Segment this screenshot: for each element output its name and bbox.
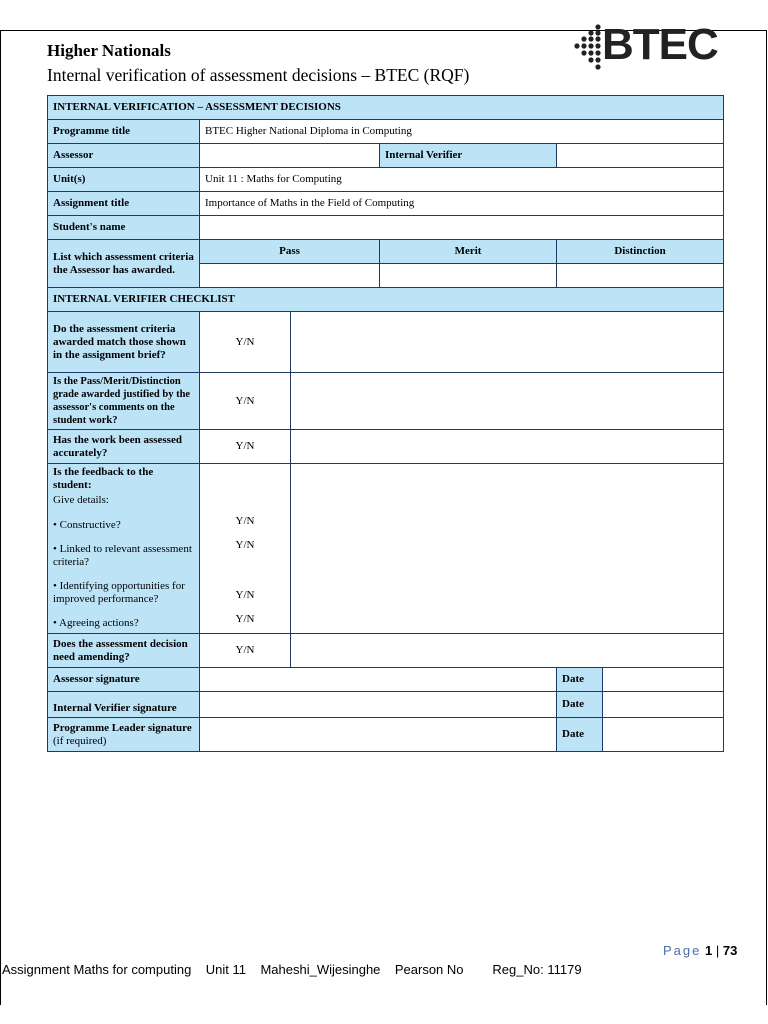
comment-decision-amending[interactable] — [291, 634, 724, 668]
page-current: 1 — [705, 943, 713, 958]
iv-signature-label: Internal Verifier signature — [48, 692, 200, 718]
yn-actions[interactable]: Y/N — [235, 613, 255, 625]
footer-pearson: Pearson No — [394, 962, 464, 977]
pl-signature-field[interactable] — [200, 718, 557, 752]
student-name-field[interactable] — [200, 216, 724, 240]
footer-unit: Unit 11 — [205, 962, 246, 977]
question-assessed-accurately: Has the work been assessed accurately? — [48, 430, 200, 464]
assessor-date-field[interactable] — [603, 668, 724, 692]
assessor-date-label: Date — [557, 668, 603, 692]
comment-feedback[interactable] — [291, 464, 724, 634]
iv-date-field[interactable] — [603, 692, 724, 718]
assignment-title-value[interactable]: Importance of Maths in the Field of Computing — [200, 192, 724, 216]
pl-date-field[interactable] — [603, 718, 724, 752]
criteria-awarded-label: List which assessment criteria the Assessor has awarded. — [48, 240, 200, 288]
yn-assessed-accurately[interactable]: Y/N — [200, 430, 291, 464]
internal-verifier-field[interactable] — [557, 144, 724, 168]
feedback-item-opportunities: • Identifying opportunities for improved performance? — [53, 580, 185, 605]
document-subtitle: Internal verification of assessment decisions – BTEC (RQF) — [47, 65, 470, 85]
feedback-give-details: Give details: — [53, 494, 109, 506]
internal-verifier-label: Internal Verifier — [380, 144, 557, 168]
question-criteria-match: Do the assessment criteria awarded match those shown in the assignment brief? — [48, 312, 200, 373]
pass-criteria-field[interactable] — [200, 264, 380, 288]
pass-header: Pass — [200, 240, 380, 264]
logo-dots-icon — [574, 24, 604, 72]
merit-criteria-field[interactable] — [380, 264, 557, 288]
assessor-field[interactable] — [200, 144, 380, 168]
question-grade-justified: Is the Pass/Merit/Distinction grade awarded justified by the assessor's comments on the student work? — [48, 373, 200, 430]
pl-date-label: Date — [557, 718, 603, 752]
iv-signature-field[interactable] — [200, 692, 557, 718]
feedback-item-linked: • Linked to relevant assessment criteria? — [53, 543, 192, 568]
unit-value[interactable]: Unit 11 : Maths for Computing — [200, 168, 724, 192]
yn-criteria-match[interactable]: Y/N — [200, 312, 291, 373]
section-title-decisions: INTERNAL VERIFICATION – ASSESSMENT DECISIONS — [48, 96, 724, 120]
yn-constructive[interactable]: Y/N — [235, 515, 255, 527]
verification-form — [47, 95, 724, 752]
feedback-item-constructive: • Constructive? — [53, 519, 121, 531]
distinction-header: Distinction — [557, 240, 724, 264]
question-decision-amending: Does the assessment decision need amending? — [48, 634, 200, 668]
assessor-label: Assessor — [48, 144, 200, 168]
section-title-checklist: INTERNAL VERIFIER CHECKLIST — [48, 288, 724, 312]
merit-header: Merit — [380, 240, 557, 264]
page-number — [663, 943, 737, 958]
btec-logo — [574, 20, 724, 72]
page-total: 73 — [722, 943, 738, 958]
student-name-label: Student's name — [48, 216, 200, 240]
footer-reg: Reg_No: 11179 — [492, 962, 582, 977]
comment-assessed-accurately[interactable] — [291, 430, 724, 464]
assignment-title-label: Assignment title — [48, 192, 200, 216]
yn-decision-amending[interactable]: Y/N — [200, 634, 291, 668]
footer-student: Maheshi_Wijesinghe — [260, 962, 381, 977]
logo-text: BTEC — [602, 20, 718, 69]
comment-grade-justified[interactable] — [291, 373, 724, 430]
iv-date-label: Date — [557, 692, 603, 718]
pl-signature-label: Programme Leader signature — [53, 721, 192, 734]
programme-title-value[interactable]: BTEC Higher National Diploma in Computing — [200, 120, 724, 144]
pl-signature-note: (if required) — [53, 734, 107, 747]
question-feedback — [48, 464, 200, 634]
feedback-item-actions: • Agreeing actions? — [53, 617, 139, 629]
feedback-question-text: Is the feedback to the student: — [53, 466, 154, 491]
comment-criteria-match[interactable] — [291, 312, 724, 373]
programme-title-label: Programme title — [48, 120, 200, 144]
assessor-signature-field[interactable] — [200, 668, 557, 692]
footer — [2, 962, 582, 977]
footer-assignment: Assignment Maths for computing — [2, 962, 192, 977]
feedback-details — [53, 494, 194, 630]
yn-grade-justified[interactable]: Y/N — [200, 373, 291, 430]
page-word: Page — [663, 943, 702, 958]
unit-label: Unit(s) — [48, 168, 200, 192]
document-title: Higher Nationals — [47, 41, 171, 60]
yn-opportunities[interactable]: Y/N — [235, 589, 255, 601]
page-separator: | — [715, 943, 720, 958]
assessor-signature-label: Assessor signature — [48, 668, 200, 692]
yn-linked[interactable]: Y/N — [235, 539, 255, 551]
distinction-criteria-field[interactable] — [557, 264, 724, 288]
yn-feedback-stack — [200, 464, 291, 634]
pl-signature-label-cell — [48, 718, 200, 752]
